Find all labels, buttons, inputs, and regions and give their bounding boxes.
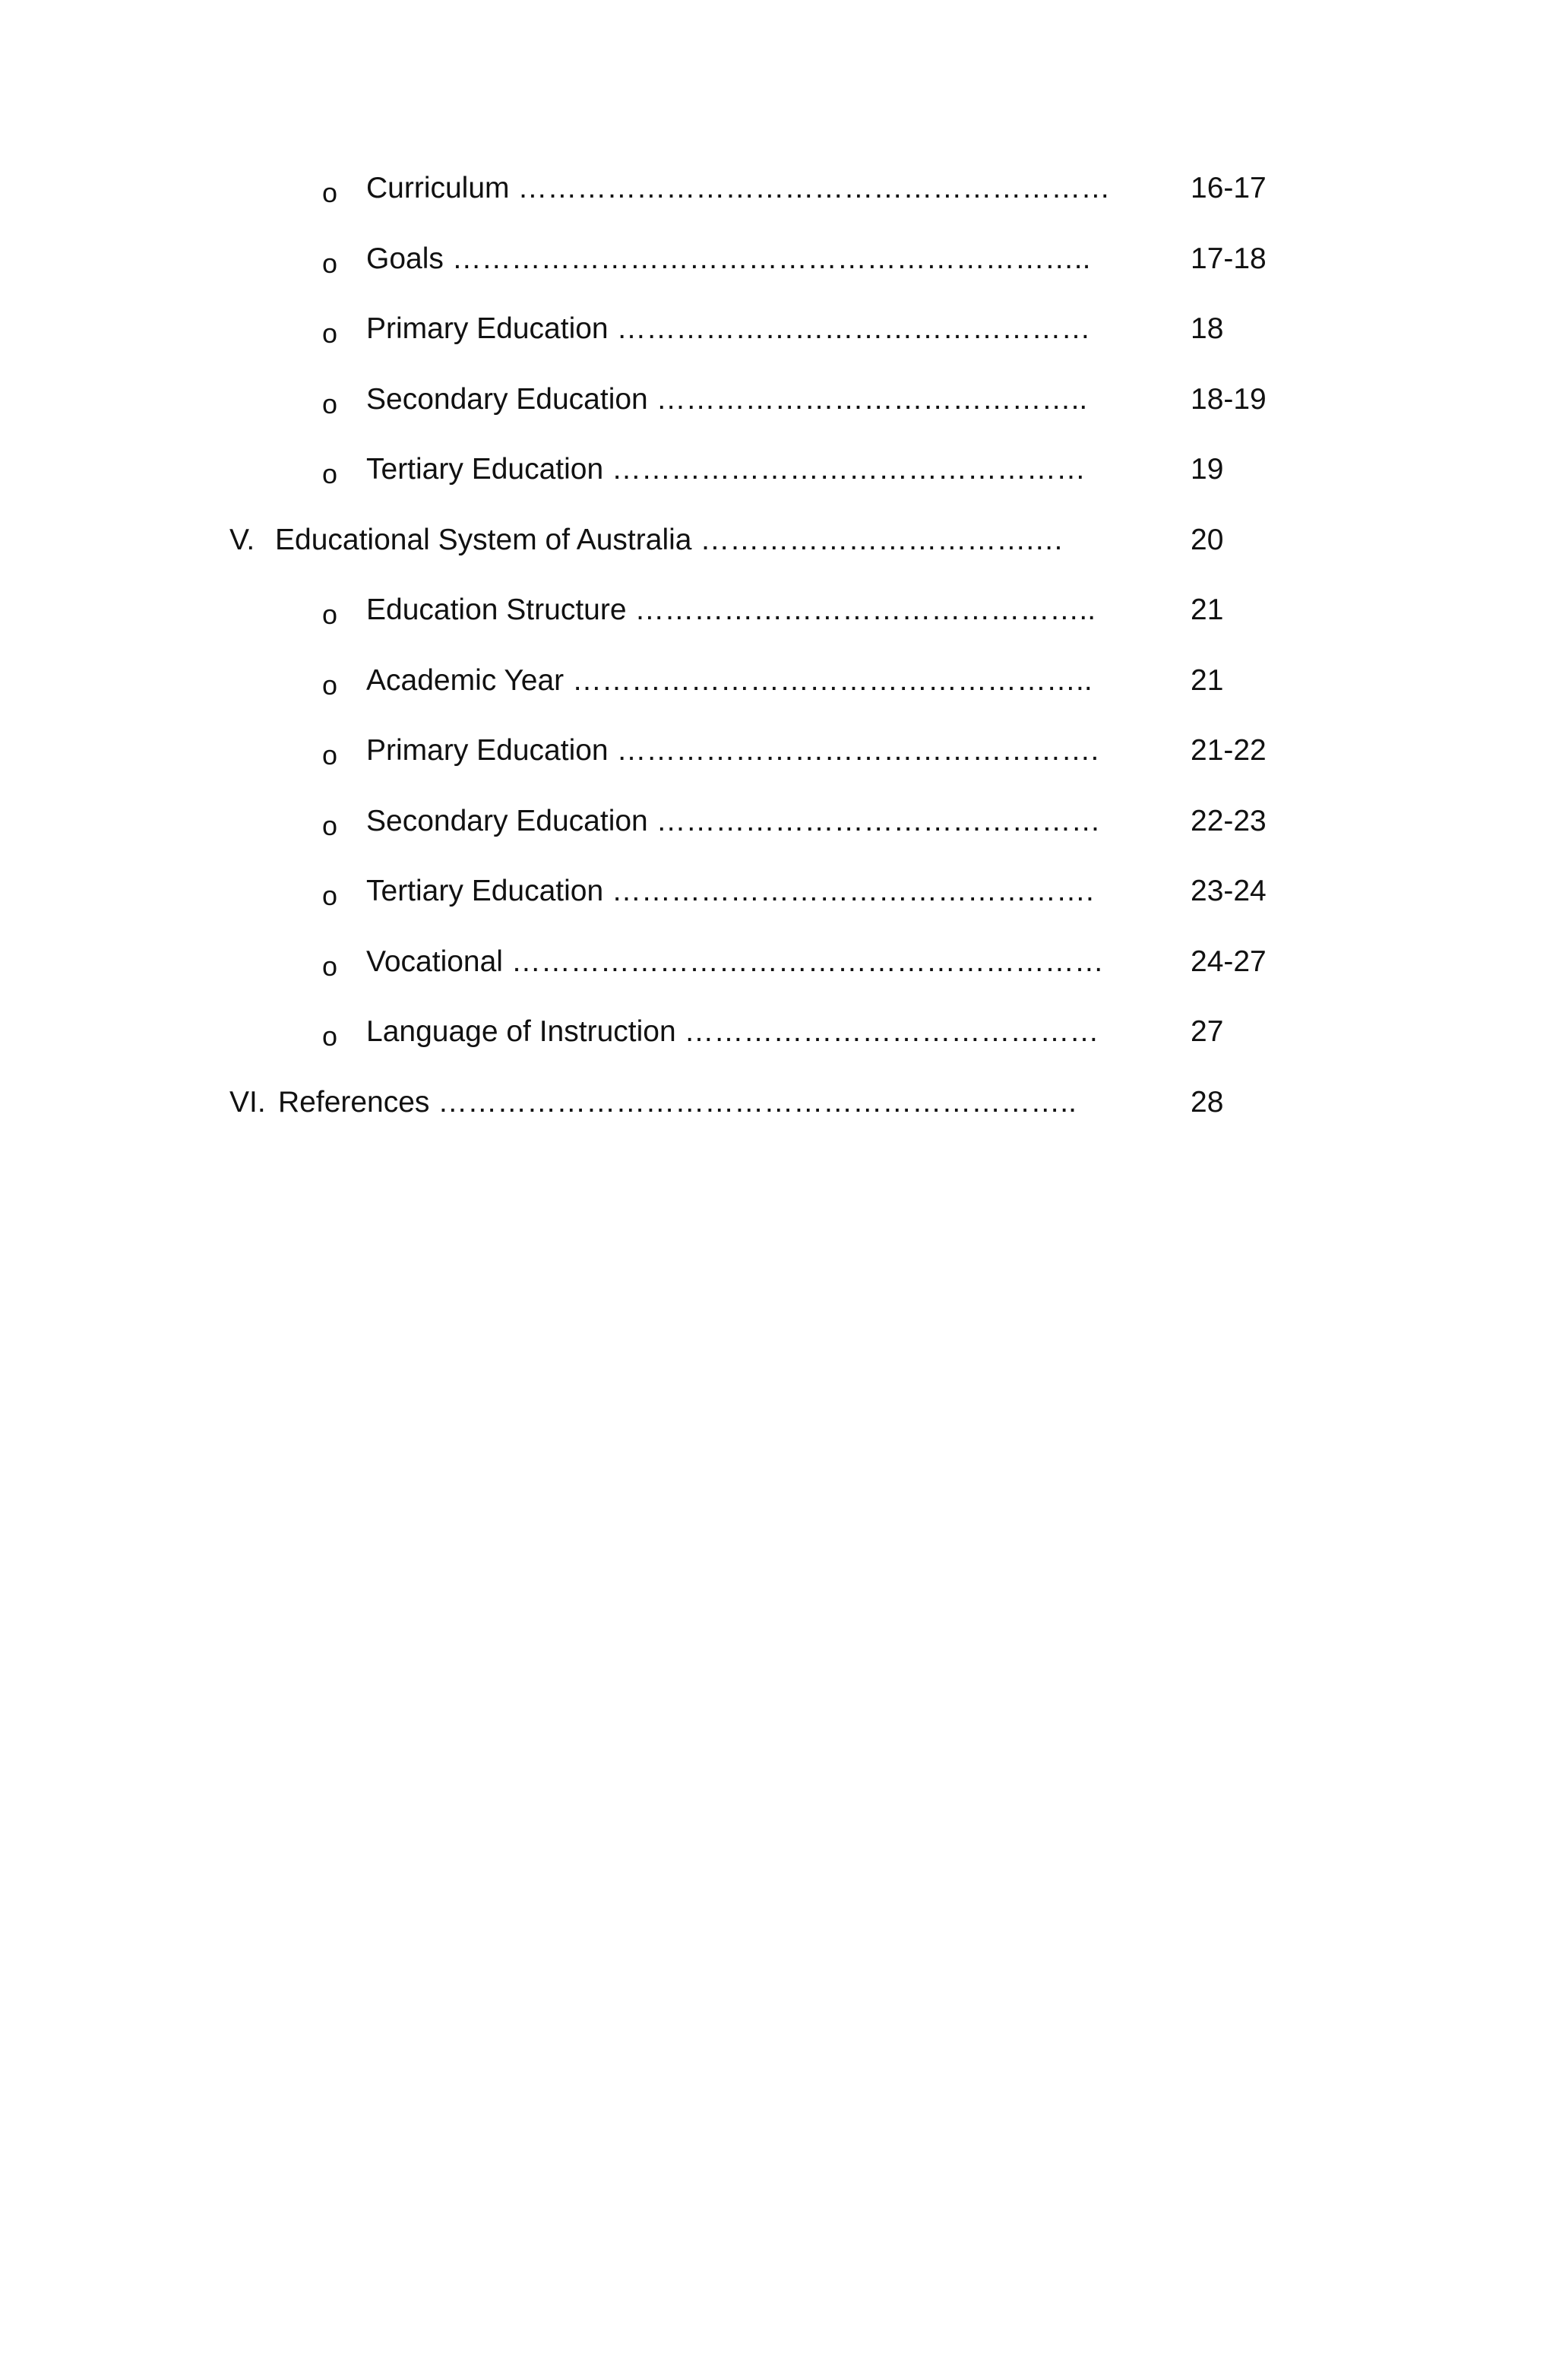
bullet-icon: o — [322, 1021, 338, 1052]
bullet-icon: o — [322, 247, 338, 279]
toc-entry-title-text: Language of Instruction — [366, 1015, 676, 1048]
dot-leader: ……………………………………………………….. — [451, 242, 1091, 275]
toc-section-title — [275, 525, 1064, 555]
toc-page-number: 27 — [1191, 1015, 1224, 1048]
bullet-icon: o — [322, 318, 338, 349]
toc-section-entry — [0, 1087, 1556, 1158]
toc-entry-title-text: Goals — [366, 242, 444, 275]
bullet-icon: o — [322, 669, 338, 701]
toc-section-title — [278, 1087, 1077, 1117]
toc-page-number: 24-27 — [1191, 945, 1267, 978]
section-number: V. — [229, 523, 255, 556]
toc-page-number: 16-17 — [1191, 172, 1267, 204]
toc-entry-title — [366, 173, 1110, 203]
dot-leader: …………………………………….. — [656, 382, 1088, 416]
toc-entry-title-text: Curriculum — [366, 172, 510, 204]
bullet-icon: o — [322, 599, 338, 630]
toc-entry — [0, 806, 1556, 877]
dot-leader: …………………………….… — [700, 523, 1064, 556]
section-number: VI. — [229, 1085, 266, 1119]
toc-page-number: 17-18 — [1191, 242, 1267, 275]
bullet-icon: o — [322, 950, 338, 982]
toc-entry-title-text: Secondary Education — [366, 804, 648, 837]
toc-entry — [0, 876, 1556, 947]
dot-leader: ……………………………………………………….. — [438, 1085, 1077, 1119]
toc-page-number: 19 — [1191, 453, 1224, 486]
toc-section-title-text: Educational System of Australia — [275, 523, 692, 556]
toc-entry — [0, 314, 1556, 385]
dot-leader: ……………………………………… — [656, 804, 1101, 837]
toc-entry-title-text: Education Structure — [366, 593, 627, 626]
toc-entry-title — [366, 736, 1099, 765]
dot-leader: …………………………………………….. — [572, 663, 1093, 697]
bullet-icon: o — [322, 809, 338, 841]
toc-entry-title — [366, 454, 1086, 484]
toc-page-number: 18 — [1191, 312, 1224, 345]
bullet-icon: o — [322, 388, 338, 419]
toc-entry-title — [366, 947, 1104, 976]
toc-entry-title — [366, 595, 1096, 625]
bullet-icon: o — [322, 458, 338, 489]
bullet-icon: o — [322, 739, 338, 771]
dot-leader: ………………………………………… — [616, 312, 1091, 345]
toc-entry-title — [366, 314, 1090, 343]
bullet-icon: o — [322, 880, 338, 911]
dot-leader: ……………………………………….. — [634, 593, 1096, 626]
toc-entry — [0, 244, 1556, 315]
toc-entry — [0, 947, 1556, 1018]
toc-entry-title-text: Tertiary Education — [366, 875, 604, 907]
table-of-contents — [0, 173, 1556, 1157]
toc-entry — [0, 736, 1556, 806]
toc-entry-title — [366, 806, 1101, 836]
toc-entry-title-text: Primary Education — [366, 734, 609, 767]
toc-entry-title-text: Tertiary Education — [366, 453, 604, 486]
toc-entry-title — [366, 876, 1094, 906]
toc-entry — [0, 173, 1556, 244]
toc-section-title-text: References — [278, 1085, 430, 1119]
toc-entry — [0, 1017, 1556, 1087]
bullet-icon: o — [322, 177, 338, 208]
toc-page-number: 23-24 — [1191, 875, 1267, 907]
toc-entry-title-text: Academic Year — [366, 663, 565, 697]
toc-entry — [0, 454, 1556, 525]
dot-leader: …………………………………………. — [616, 734, 1099, 767]
toc-entry-title-text: Secondary Education — [366, 382, 648, 416]
toc-entry-title — [366, 1017, 1099, 1046]
toc-page-number: 22-23 — [1191, 804, 1267, 837]
toc-entry-title — [366, 382, 1088, 416]
toc-section-entry — [0, 525, 1556, 596]
toc-page-number: 20 — [1191, 523, 1224, 556]
dot-leader: …………………………………………………… — [517, 172, 1111, 204]
dot-leader: ………………………………………… — [612, 453, 1086, 486]
toc-page-number: 18-19 — [1191, 382, 1267, 416]
toc-page-number: 21 — [1191, 663, 1224, 697]
dot-leader: …………………………………………. — [612, 875, 1094, 907]
toc-entry-title — [366, 663, 1093, 697]
toc-entry — [0, 382, 1556, 455]
toc-page-number: 21-22 — [1191, 734, 1267, 767]
dot-leader: …………………………………………………… — [511, 945, 1104, 978]
toc-entry-title-text: Primary Education — [366, 312, 609, 345]
toc-entry-title — [366, 244, 1090, 274]
toc-entry-title-text: Vocational — [366, 945, 503, 978]
toc-page-number: 28 — [1191, 1085, 1224, 1119]
toc-entry — [0, 595, 1556, 666]
dot-leader: …………………………………… — [684, 1015, 1099, 1048]
toc-page-number: 21 — [1191, 593, 1224, 626]
toc-entry — [0, 663, 1556, 736]
